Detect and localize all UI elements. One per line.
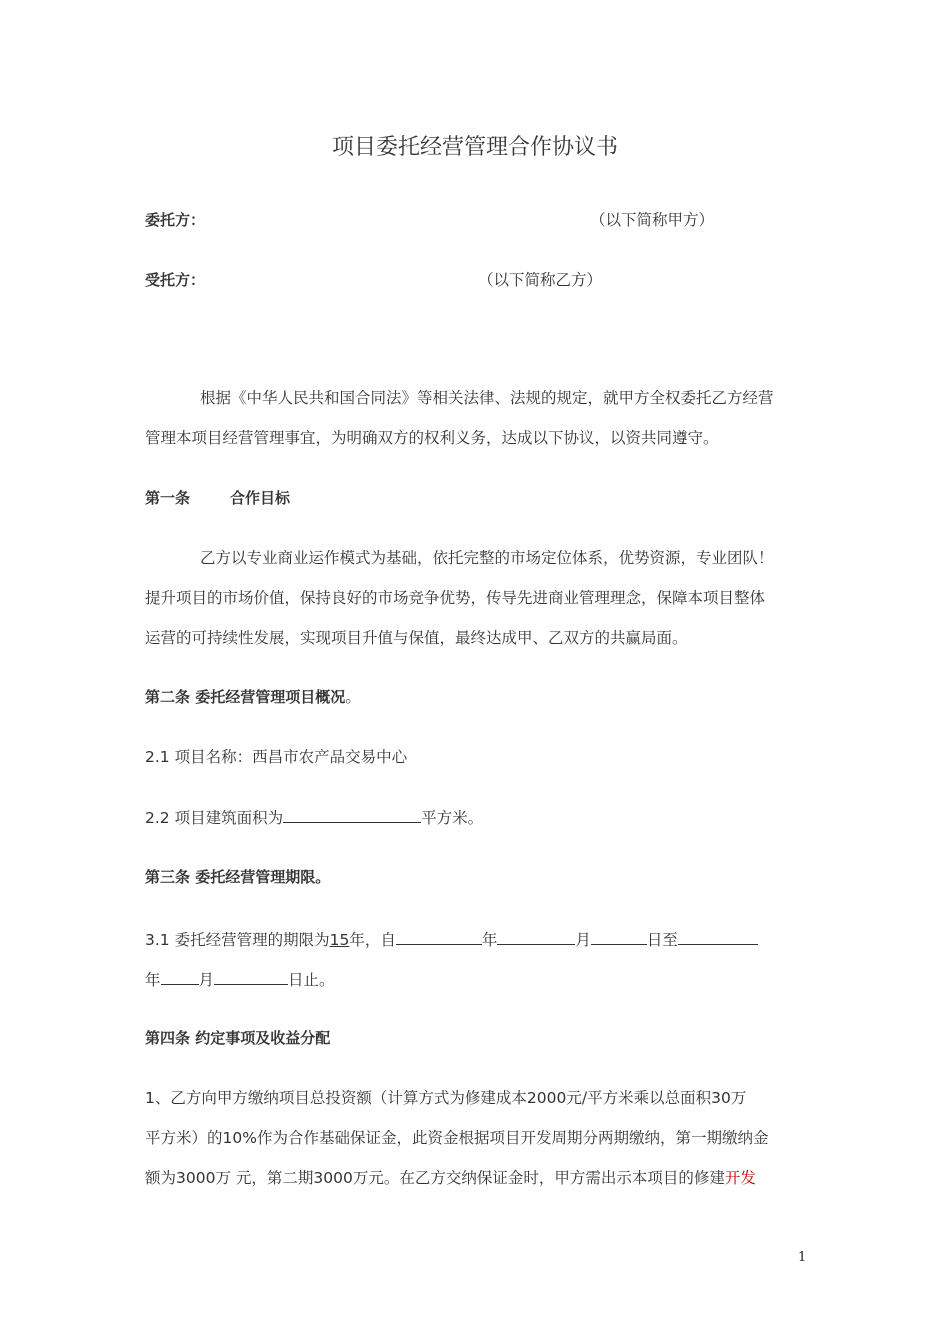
term-years: 15: [329, 931, 350, 949]
intro-line-1: 根据《中华人民共和国合同法》等相关法律、法规的规定，就甲方全权委托乙方经营: [200, 389, 774, 407]
item-2-2-number: 2.2: [145, 809, 170, 827]
second-payment-value: 3000: [313, 1169, 353, 1187]
page-number: 1: [798, 1250, 807, 1265]
item-3-1-text-c: 年: [481, 931, 498, 949]
document-title: 项目委托经营管理合作协议书: [331, 135, 618, 160]
area-blank: [283, 806, 421, 823]
article-1-line-3: 运营的可持续性发展，实现项目升值与保值，最终达成甲、乙双方的共赢局面。: [145, 629, 688, 647]
item-3-1-line-1: [145, 928, 758, 950]
item-3-1-text-f: 年: [145, 971, 161, 989]
item-3-1-line-2: [145, 968, 335, 990]
start-year-blank: [396, 928, 482, 945]
deposit-percent: 10%: [222, 1129, 257, 1147]
end-year-blank: [678, 928, 758, 945]
item-3-1-number: 3.1: [145, 931, 170, 949]
item-3-1-text-h: 日止。: [288, 971, 335, 989]
first-payment-value: 3000: [176, 1169, 216, 1187]
article-4-line-2: [145, 1128, 768, 1148]
highlighted-text: 开发: [724, 1169, 756, 1187]
item-2-2: [145, 806, 483, 828]
agent-label: 受托方：: [145, 271, 206, 289]
article-2-heading: [145, 687, 361, 707]
item-2-2-text-a: 项目建筑面积为: [169, 809, 284, 827]
end-month-blank: [161, 968, 199, 985]
intro-line-2: 管理本项目经营管理事宜，为明确双方的权利义务，达成以下协议，以资共同遵守。: [145, 429, 719, 447]
article-4-line-2-text: 平方米）的: [145, 1129, 223, 1147]
article-1-title: 合作目标: [230, 489, 291, 507]
end-day-blank: [214, 968, 288, 985]
item-2-2-text-b: 平方米。: [421, 809, 484, 827]
article-4-line-3-text-3: 万元。在乙方交纳保证金时，甲方需出示本项目的修建: [352, 1169, 725, 1187]
article-3-heading: 第三条 委托经营管理期限。: [145, 868, 331, 886]
start-day-blank: [591, 928, 647, 945]
start-month-blank: [497, 928, 575, 945]
item-3-1-text-e: 日至: [646, 931, 678, 949]
cost-value: 2000: [526, 1089, 567, 1107]
article-1-line-1: 乙方以专业商业运作模式为基础，依托完整的市场定位体系，优势资源，专业团队！: [200, 549, 774, 567]
article-1-number: 第一条: [145, 489, 191, 507]
article-4-line-3-text-2: 万 元，第二期: [215, 1169, 314, 1187]
article-1-line-2: 提升项目的市场价值，保持良好的市场竞争优势，传导先进商业管理理念，保障本项目整体: [145, 589, 766, 607]
item-3-1-text-a: 委托经营管理的期限为: [169, 931, 330, 949]
item-3-1-text-b: 年，自: [349, 931, 396, 949]
article-1-heading: [145, 488, 290, 508]
article-4-line-1-text-2: 元/平方米乘以总面积: [566, 1089, 712, 1107]
client-note: （以下简称甲方）: [590, 211, 715, 229]
article-4-line-3-text: 额为: [145, 1169, 177, 1187]
item-3-1-text-d: 月: [575, 931, 591, 949]
client-label: 委托方：: [145, 211, 206, 229]
clause-number: 1: [145, 1089, 155, 1107]
item-2-1-number: 2.1: [145, 748, 170, 766]
item-3-1-text-g: 月: [198, 971, 215, 989]
article-4-heading: 第四条 约定事项及收益分配: [145, 1029, 331, 1047]
article-4-line-1-text: 、乙方向甲方缴纳项目总投资额（计算方式为修建成本: [154, 1089, 527, 1107]
article-4-line-1: [145, 1088, 746, 1108]
article-2-heading-tail: 。: [345, 688, 361, 706]
item-2-1-text: 项目名称：西昌市农产品交易中心: [169, 748, 408, 766]
area-value: 30: [711, 1089, 731, 1107]
item-2-1: [145, 747, 407, 767]
article-4-line-3: [145, 1168, 756, 1188]
agent-note: （以下简称乙方）: [478, 271, 603, 289]
article-4-line-2-text-2: 作为合作基础保证金，此资金根据项目开发周期分两期缴纳，第一期缴纳金: [256, 1129, 769, 1147]
article-4-line-1-text-3: 万: [730, 1089, 747, 1107]
article-2-heading-text: 第二条 委托经营管理项目概况: [145, 688, 346, 706]
